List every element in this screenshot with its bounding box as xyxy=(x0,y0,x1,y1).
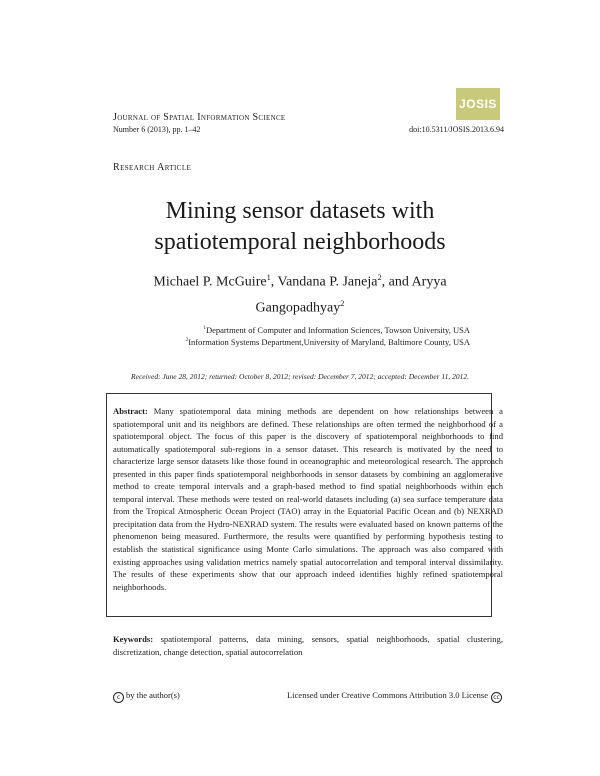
keywords xyxy=(113,633,503,658)
journal-name: Journal of Spatial Information Science xyxy=(113,112,286,123)
keywords-label: Keywords: xyxy=(113,634,154,644)
abstract xyxy=(113,405,503,593)
author-affil-sup: 2 xyxy=(377,273,382,282)
affiliation-text: Information Systems Department,University of Maryland, Baltimore County, USA xyxy=(188,337,470,347)
author-name: Vandana P. Janeja xyxy=(277,274,378,290)
author-line-2 xyxy=(110,293,490,319)
copyright-icon: c xyxy=(113,692,124,703)
abstract-label: Abstract: xyxy=(113,406,148,416)
license-notice[interactable] xyxy=(287,690,502,703)
doi-link[interactable]: doi:10.5311/JOSIS.2013.6.94 xyxy=(409,125,504,134)
author-affil-sup: 2 xyxy=(340,298,345,308)
creative-commons-icon: cc xyxy=(491,692,502,703)
author-name: Michael P. McGuire xyxy=(153,274,267,290)
license-text[interactable]: Licensed under Creative Commons Attribution 3.0 License xyxy=(287,690,488,700)
copyright-notice xyxy=(113,690,180,703)
affiliation-text: Department of Computer and Information Sciences, Towson University, USA xyxy=(205,325,470,335)
logo-text: JOSIS xyxy=(459,97,497,111)
affiliation-sup: 2 xyxy=(185,337,189,344)
submission-dates: Received: June 28, 2012; returned: October 8, 2012; revised: December 7, 2012; accepted: December 11, 2012. xyxy=(131,372,469,381)
author-affil-sup: 1 xyxy=(266,273,271,282)
affiliation xyxy=(120,325,470,335)
affiliation xyxy=(120,337,470,347)
abstract-text: Many spatiotemporal data mining methods are dependent on how relationships between a spatiotemporal unit and its neighbors are defined. These relationships are often termed the neighborhood of a spatiotemporal object. The focus of this paper is the discovery of spatiotemporal neighborhoods to find automatically spatiotemporal sub-regions in a sensor dataset. This research is motivated by the need to characterize large sensor datasets like those found in oceanographic and meteorological research. The approach presented in this paper finds spatiotemporal neighborhoods in sensor datasets by combining an agglomerative method to create temporal intervals and a graph-based method to find spatial neighborhoods within each temporal interval. These methods were tested on real-world datasets including (a) sea surface temperature data from the Tropical Atmospheric Ocean Project (TAO) array in the Equatorial Pacific Ocean and (b) NEXRAD precipitation data from the Hydro-NEXRAD system. The results were evaluated based on known patterns of the phenomenon being measured. Furthermore, the results were quantified by performing hypothesis testing to establish the statistical significance using Monte Carlo simulations. The approach was also compared with existing approaches using validation metrics namely spatial autocorrelation and temporal interval dissimilarity. The results of these experiments show that our approach indeed identifies highly refined spatiotemporal neighborhoods. xyxy=(113,406,503,592)
article-type: Research Article xyxy=(113,162,192,173)
author-conjunction: , and Aryya xyxy=(381,274,447,290)
affiliation-sup: 1 xyxy=(203,325,206,332)
paper-title xyxy=(100,196,500,258)
josis-logo xyxy=(456,88,500,120)
keywords-text: spatiotemporal patterns, data mining, sensors, spatial neighborhoods, spatial clustering, discretization, change detection, spatial autocorrelation xyxy=(113,634,503,657)
author-name: Gangopadhyay xyxy=(255,300,341,316)
author-line-1: Michael P. McGuire$^1$, Vandana P. Janeja$^2$, and Aryya xyxy=(153,273,447,290)
title-line-1: Mining sensor datasets with xyxy=(165,198,435,224)
author-list xyxy=(110,267,490,318)
journal-issue: Number 6 (2013), pp. 1–42 xyxy=(113,125,201,134)
title-line-2: spatiotemporal neighborhoods xyxy=(154,229,446,255)
copyright-text: by the author(s) xyxy=(126,690,180,700)
